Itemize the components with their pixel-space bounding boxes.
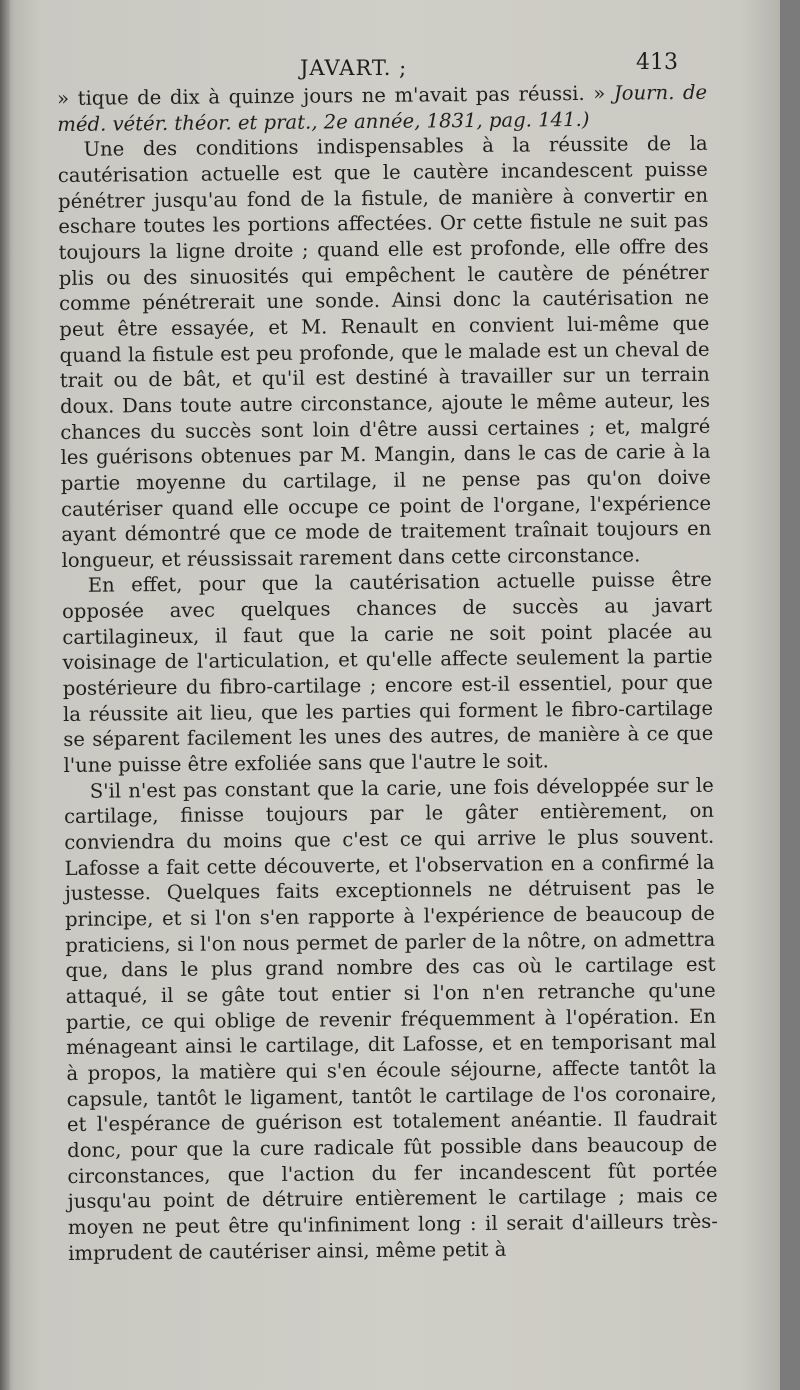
paragraph: En effet, pour que la cautérisation actuelle puisse être opposée avec quelques chances de succès au javart cartilagineux, il faut que la carie ne soit point placée au voisinage de l'articulation, et qu'elle affecte seulement la partie postérieure du fibro-cartilage ; encore est-il essentiel, pour que la réussite ait lieu, que les parties qui forment le fibro-cartilage se séparent facilement les unes des autres, de manière à ce que l'une puisse être exfoliée sans que l'autre le soit.: [61, 568, 714, 778]
citation: Journ. de méd. vétér. théor. et prat., 2e année, 1831, pag. 141.): [57, 80, 708, 136]
paragraph-text: » tique de dix à quinze jours ne m'avait pas réussi. »: [57, 81, 614, 110]
paragraph: S'il n'est pas constant que la carie, une fois développée sur le cartilage, finisse toujours par le gâter entièrement, on conviendra du moins que c'est ce qui arrive le plus souvent. Lafosse a fait cette découverte, et l'observation en a confirmé la justesse. Quelques faits exceptionnels ne détruisent pas le principe, et si l'on s'en rapporte à l'expérience de beaucoup de praticiens, si l'on nous permet de parler de la nôtre, on admettra que, dans le plus grand nombre des cas où le cartilage est attaqué, il se gâte tout entier si l'on n'en retranche qu'une partie, ce qui oblige de revenir fréquemment à l'opération. En ménageant ainsi le cartilage, dit Lafosse, et en temporisant mal à propos, la matière qui s'en écoule séjourne, affecte tantôt la capsule, tantôt le ligament, tantôt le cartilage de l'os coronaire, et l'espérance de guérison est totalement anéantie. Il faudrait donc, pour que la cure radicale fût possible dans beaucoup de circonstances, que l'action du fer incandescent fût portée jusqu'au point de détruire entièrement le cartilage ; mais ce moyen ne peut être qu'infiniment long : il serait d'ailleurs très-imprudent de cautériser ainsi, même petit à: [63, 773, 719, 1265]
paragraph-continued: [57, 80, 707, 138]
page-header: [0, 50, 780, 84]
running-head: JAVART. ;: [300, 56, 408, 80]
page-number: 413: [636, 50, 678, 75]
paragraph: Une des conditions indispensables à la réussite de la cautérisation actuelle est que le cautère incandescent puisse pénétrer jusqu'au fond de la fistule, de manière à convertir en eschare toutes les portions affectées. Or cette fistule ne suit pas toujours la ligne droite ; quand elle est profonde, elle offre des plis ou des sinuosités qui empêchent le cautère de pénétrer comme pénétrerait une sonde. Ainsi donc la cautérisation ne peut être essayée, et M. Renault en convient lui-même que quand la fistule est peu profonde, que le malade est un cheval de trait ou de bât, et qu'il est destiné à travailler sur un terrain doux. Dans toute autre circonstance, ajoute le même auteur, les chances du succès sont loin d'être aussi certaines ; et, malgré les guérisons obtenues par M. Mangin, dans le cas de carie à la partie moyenne du cartilage, il ne pense pas qu'on doive cautériser quand elle occupe ce point de l'organe, l'expérience ayant démontré que ce mode de traitement traînait toujours en longueur, et réussissait rarement dans cette circonstance.: [57, 132, 712, 572]
body-text: [57, 80, 718, 1266]
page-binding-edge: [0, 0, 10, 1390]
